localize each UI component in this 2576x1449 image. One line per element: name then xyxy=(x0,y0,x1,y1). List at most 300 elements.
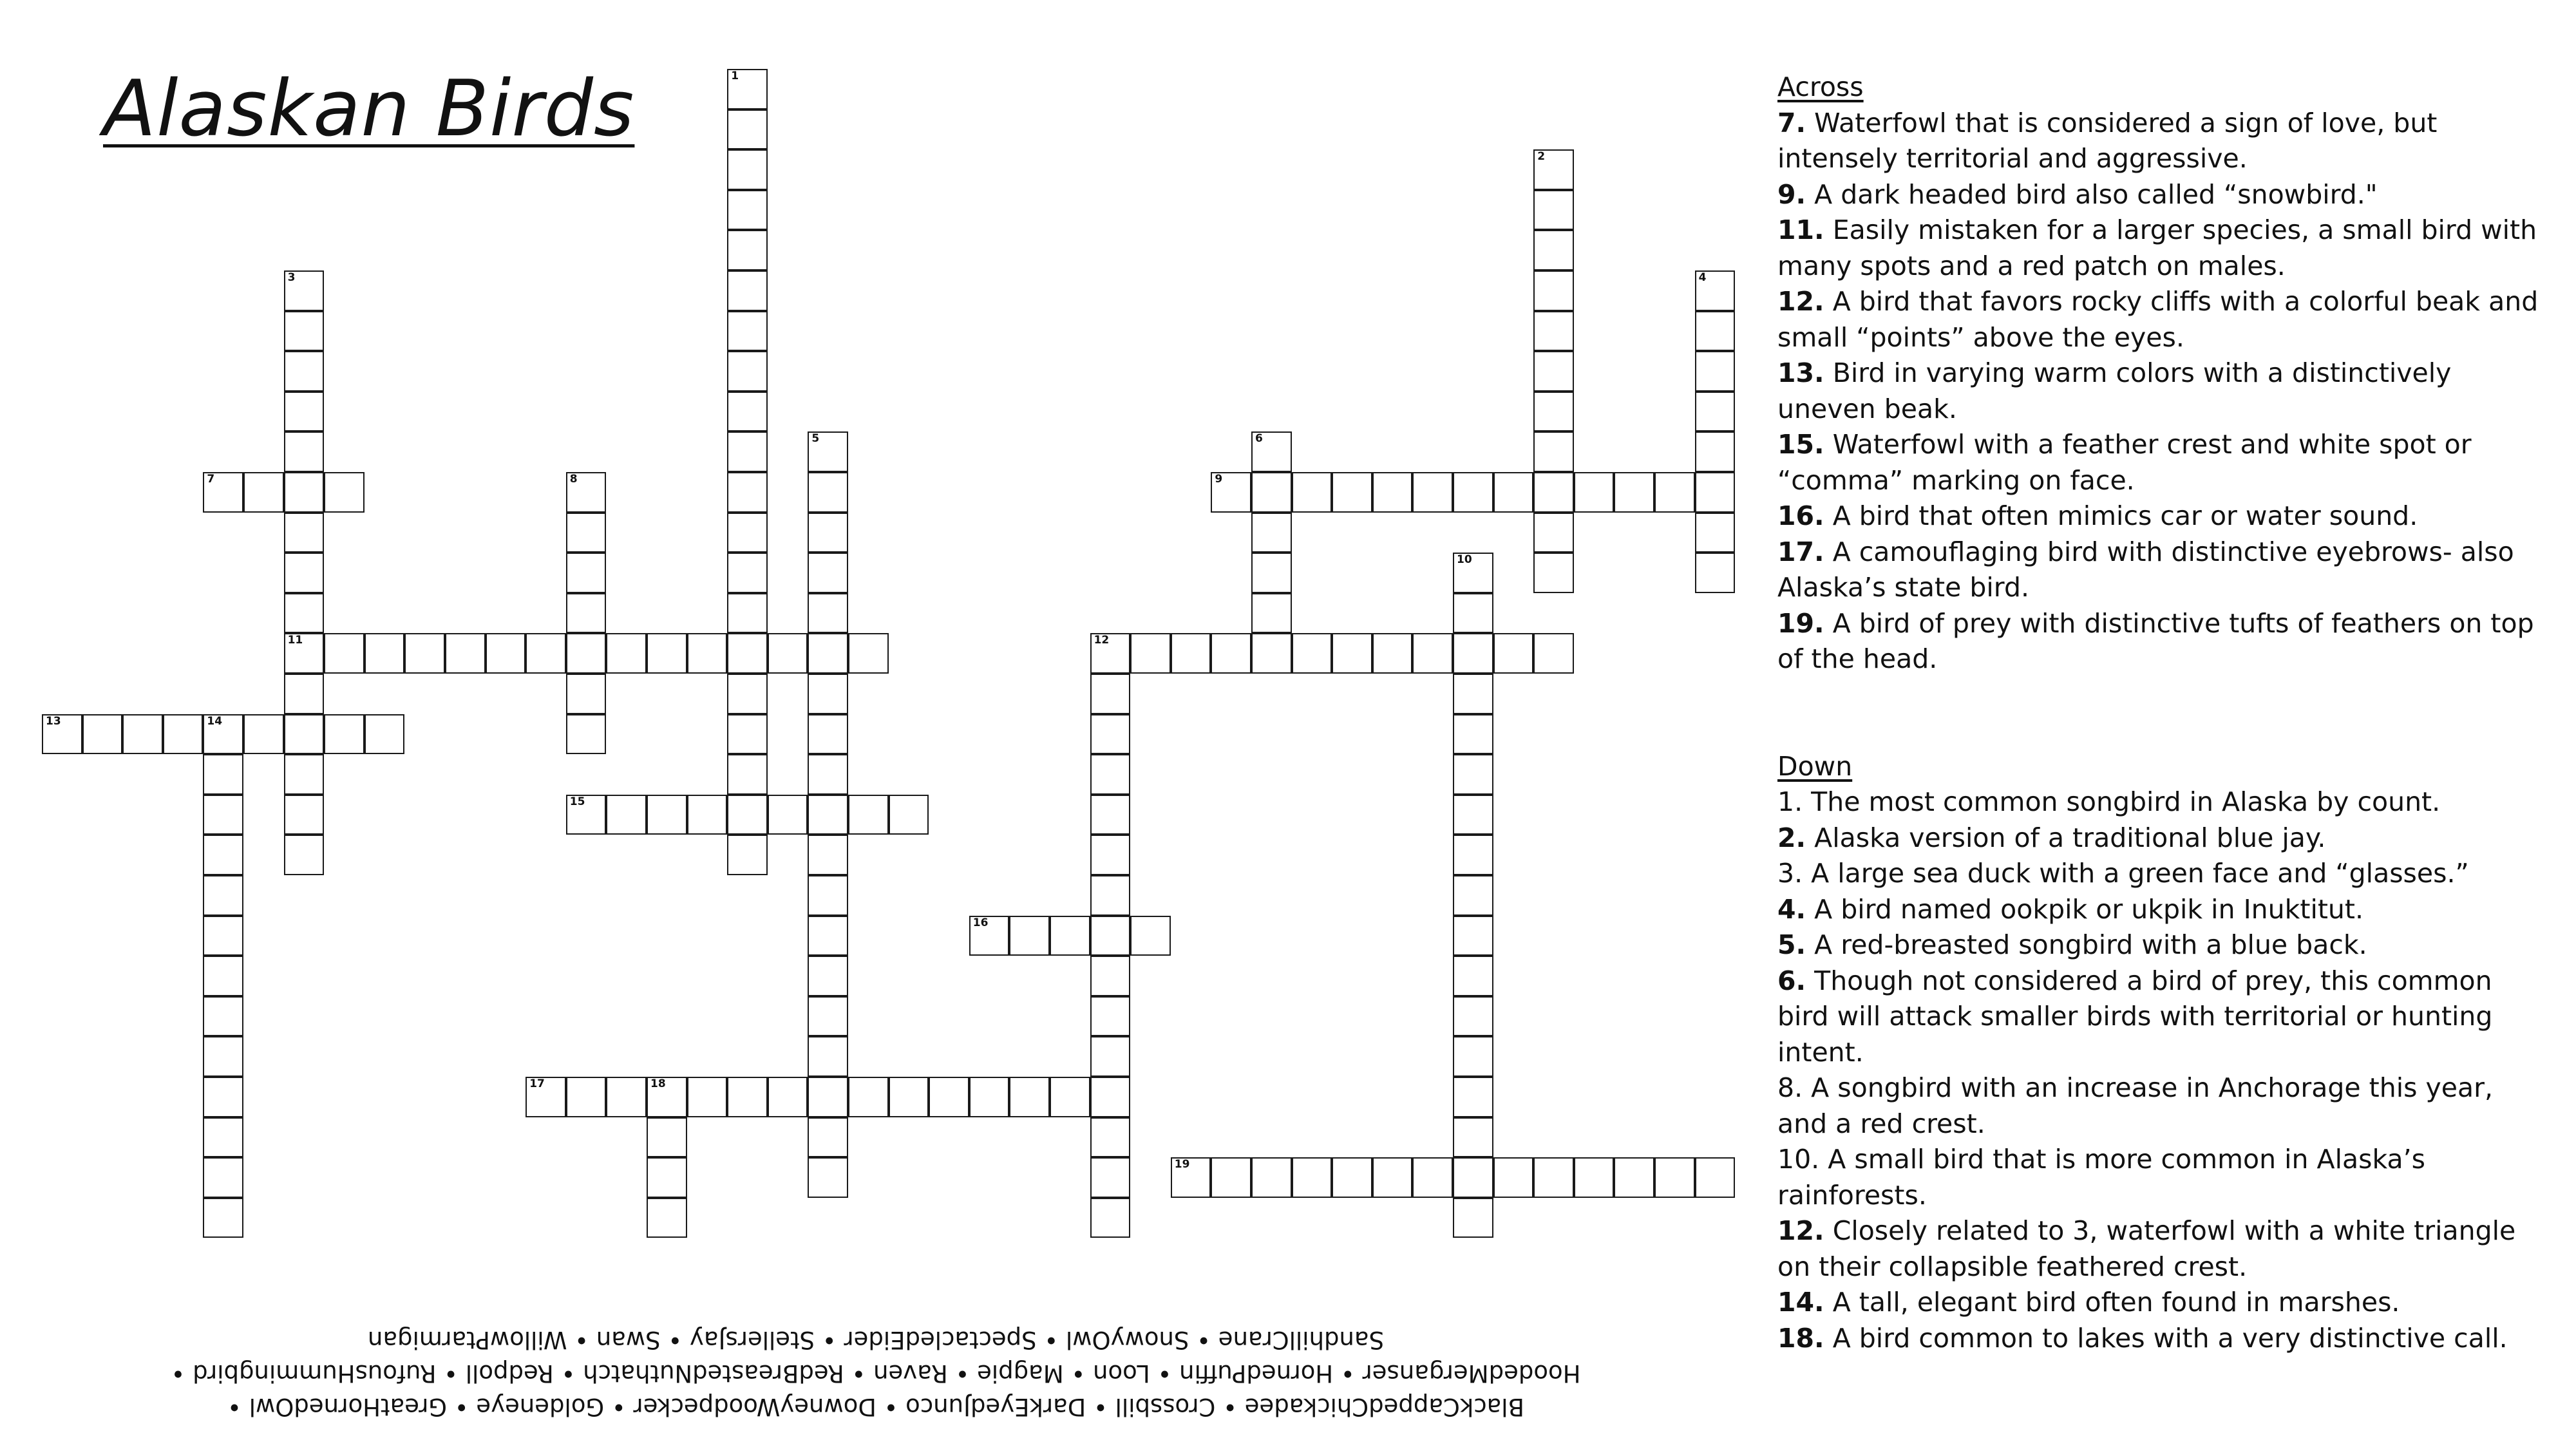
grid-cell[interactable] xyxy=(284,553,325,593)
grid-cell[interactable] xyxy=(1090,1117,1131,1158)
clue-number: 15 xyxy=(569,795,585,808)
clue-num: 6. xyxy=(1777,965,1806,996)
clue-num: 16. xyxy=(1777,500,1824,531)
grid-cell[interactable] xyxy=(727,1077,768,1117)
clue-text: A bird common to lakes with a very distinctive call. xyxy=(1832,1322,2508,1354)
across-clue xyxy=(1777,355,2550,427)
clue-text: A tall, elegant bird often found in marshes. xyxy=(1832,1287,2400,1318)
grid-cell[interactable] xyxy=(1292,472,1332,513)
grid-cell[interactable] xyxy=(1453,593,1493,634)
clue-number: 7 xyxy=(207,473,215,486)
grid-cell[interactable] xyxy=(808,714,848,755)
grid-cell[interactable] xyxy=(647,1198,687,1238)
clue-num: 7. xyxy=(1777,107,1806,138)
grid-cell[interactable] xyxy=(889,795,929,835)
grid-cell[interactable] xyxy=(1533,392,1574,432)
grid-cell[interactable] xyxy=(1251,1157,1292,1198)
puzzle-title: Alaskan Birds xyxy=(103,64,635,154)
grid-cell[interactable] xyxy=(203,1117,243,1158)
grid-cell[interactable] xyxy=(203,875,243,916)
clue-num: 2. xyxy=(1777,822,1806,853)
grid-cell[interactable] xyxy=(1332,1157,1372,1198)
down-clue xyxy=(1777,1142,2550,1213)
clue-number: 14 xyxy=(207,714,223,728)
grid-cell[interactable] xyxy=(526,633,566,674)
clue-text: A camouflaging bird with distinctive eyebrows- also Alaska’s state bird. xyxy=(1777,536,2514,603)
grid-cell[interactable] xyxy=(1695,311,1736,352)
across-clues xyxy=(1777,70,2550,677)
across-clue xyxy=(1777,427,2550,498)
across-heading: Across xyxy=(1777,71,1864,102)
clue-number: 9 xyxy=(1215,473,1223,486)
grid-cell[interactable] xyxy=(1412,633,1453,674)
grid-cell[interactable] xyxy=(1453,674,1493,714)
grid-cell[interactable] xyxy=(808,956,848,996)
grid-cell[interactable] xyxy=(1453,1036,1493,1077)
down-clue xyxy=(1777,784,2550,820)
grid-cell[interactable] xyxy=(203,1036,243,1077)
grid-cell[interactable] xyxy=(808,513,848,553)
grid-cell[interactable] xyxy=(1332,472,1372,513)
grid-cell[interactable] xyxy=(1533,472,1574,513)
grid-cell[interactable] xyxy=(687,633,728,674)
grid-cell[interactable] xyxy=(1493,1157,1534,1198)
clue-text: A large sea duck with a green face and “glasses.” xyxy=(1811,858,2469,889)
grid-cell[interactable] xyxy=(727,472,768,513)
grid-cell[interactable] xyxy=(1453,714,1493,755)
grid-cell[interactable] xyxy=(1614,1157,1654,1198)
down-clue-list xyxy=(1777,784,2550,1356)
grid-cell[interactable] xyxy=(445,633,486,674)
grid-cell[interactable] xyxy=(727,553,768,593)
clue-text: A bird named ookpik or ukpik in Inuktitut. xyxy=(1814,893,2364,925)
clue-num: 12. xyxy=(1777,1215,1824,1246)
grid-cell[interactable] xyxy=(1614,472,1654,513)
grid-cell[interactable] xyxy=(969,1077,1010,1117)
grid-cell[interactable] xyxy=(203,1077,243,1117)
across-clue xyxy=(1777,535,2550,606)
grid-cell[interactable] xyxy=(284,311,325,352)
grid-cell[interactable] xyxy=(727,109,768,150)
grid-cell[interactable] xyxy=(1493,472,1534,513)
clue-number: 8 xyxy=(569,473,578,486)
clue-number: 10 xyxy=(1457,553,1472,567)
grid-cell[interactable] xyxy=(808,996,848,1037)
grid-cell[interactable] xyxy=(203,472,243,513)
grid-cell[interactable] xyxy=(768,795,808,835)
grid-cell[interactable] xyxy=(727,431,768,472)
grid-cell[interactable] xyxy=(687,1077,728,1117)
grid-cell[interactable] xyxy=(727,513,768,553)
grid-cell[interactable] xyxy=(1251,553,1292,593)
grid-cell[interactable] xyxy=(1695,553,1736,593)
grid-cell[interactable] xyxy=(203,996,243,1037)
clue-num: 9. xyxy=(1777,178,1806,210)
clue-text: A small bird that is more common in Alaska’s rainforests. xyxy=(1777,1144,2425,1211)
grid-cell[interactable] xyxy=(1453,472,1493,513)
clue-number: 16 xyxy=(972,916,989,929)
grid-cell[interactable] xyxy=(1654,472,1695,513)
grid-cell[interactable] xyxy=(1453,956,1493,996)
grid-cell[interactable] xyxy=(1453,553,1493,593)
grid-cell[interactable] xyxy=(1211,1157,1251,1198)
clue-text: Closely related to 3, waterfowl with a white triangle on their collapsible feathered crest. xyxy=(1777,1215,2516,1282)
grid-cell[interactable] xyxy=(566,633,607,674)
grid-cell[interactable] xyxy=(808,1077,848,1117)
grid-cell[interactable] xyxy=(808,472,848,513)
clue-text: A songbird with an increase in Anchorage this year, and a red crest. xyxy=(1777,1072,2493,1139)
clue-text: Though not considered a bird of prey, this common bird will attack smaller birds with territorial or hunting intent. xyxy=(1777,965,2493,1068)
grid-cell[interactable] xyxy=(1009,1077,1050,1117)
grid-cell[interactable] xyxy=(1090,1198,1131,1238)
word-bank-line: SandhillCrane • SnowyOwl • SpectacledEider • StellersJay • Swan • WillowPtarmigan xyxy=(367,1326,1385,1354)
grid-cell[interactable] xyxy=(1453,1198,1493,1238)
grid-cell[interactable] xyxy=(243,714,284,755)
grid-cell[interactable] xyxy=(808,553,848,593)
clue-num: 5. xyxy=(1777,929,1806,960)
clue-number: 3 xyxy=(287,271,296,284)
grid-cell[interactable] xyxy=(324,633,365,674)
down-clue xyxy=(1777,892,2550,928)
grid-cell[interactable] xyxy=(727,795,768,835)
grid-cell[interactable] xyxy=(1009,916,1050,956)
grid-cell[interactable] xyxy=(1251,431,1292,472)
grid-cell[interactable] xyxy=(848,633,889,674)
grid-cell[interactable] xyxy=(647,795,687,835)
grid-cell[interactable] xyxy=(566,714,607,755)
grid-cell[interactable] xyxy=(486,633,526,674)
grid-cell[interactable] xyxy=(566,795,607,835)
across-clue xyxy=(1777,213,2550,284)
grid-cell[interactable] xyxy=(727,754,768,795)
clue-num: 8. xyxy=(1777,1072,1803,1103)
grid-cell[interactable] xyxy=(1251,472,1292,513)
grid-cell[interactable] xyxy=(1090,835,1131,875)
grid-cell[interactable] xyxy=(1533,351,1574,392)
clue-num: 18. xyxy=(1777,1322,1824,1354)
grid-cell[interactable] xyxy=(284,392,325,432)
grid-cell[interactable] xyxy=(1090,1077,1131,1117)
clue-number: 2 xyxy=(1537,150,1546,164)
word-bank-line: HoodedMerganser • HornedPuffin • Loon • Magpie • Raven • RedBreastedNuthatch • Redpoll • RufousHummingbird • xyxy=(171,1359,1581,1387)
grid-cell[interactable] xyxy=(1372,1157,1413,1198)
grid-cell[interactable] xyxy=(1292,633,1332,674)
grid-cell[interactable] xyxy=(1453,633,1493,674)
grid-cell[interactable] xyxy=(1090,875,1131,916)
grid-cell[interactable] xyxy=(163,714,204,755)
clue-num: 10. xyxy=(1777,1144,1820,1175)
grid-cell[interactable] xyxy=(1453,875,1493,916)
grid-cell[interactable] xyxy=(526,1077,566,1117)
down-clue xyxy=(1777,1213,2550,1285)
grid-cell[interactable] xyxy=(284,835,325,875)
grid-cell[interactable] xyxy=(284,633,325,674)
grid-cell[interactable] xyxy=(727,230,768,270)
grid-cell[interactable] xyxy=(566,513,607,553)
word-bank-upside-down xyxy=(26,1294,1726,1423)
grid-cell[interactable] xyxy=(203,795,243,835)
grid-cell[interactable] xyxy=(203,956,243,996)
across-clue xyxy=(1777,498,2550,535)
clue-number: 17 xyxy=(529,1077,545,1090)
grid-cell[interactable] xyxy=(727,270,768,311)
clue-num: 15. xyxy=(1777,429,1824,460)
grid-cell[interactable] xyxy=(687,795,728,835)
clue-text: A bird that often mimics car or water sound. xyxy=(1832,500,2418,531)
grid-cell[interactable] xyxy=(1050,916,1090,956)
grid-cell[interactable] xyxy=(808,795,848,835)
grid-cell[interactable] xyxy=(1130,916,1171,956)
grid-cell[interactable] xyxy=(727,311,768,352)
grid-cell[interactable] xyxy=(566,553,607,593)
grid-cell[interactable] xyxy=(808,875,848,916)
grid-cell[interactable] xyxy=(566,472,607,513)
grid-cell[interactable] xyxy=(1090,956,1131,996)
grid-cell[interactable] xyxy=(727,351,768,392)
down-clue xyxy=(1777,1321,2550,1357)
clue-num: 14. xyxy=(1777,1287,1824,1318)
grid-cell[interactable] xyxy=(808,674,848,714)
grid-cell[interactable] xyxy=(1574,472,1615,513)
grid-cell[interactable] xyxy=(1090,795,1131,835)
grid-cell[interactable] xyxy=(929,1077,969,1117)
grid-cell[interactable] xyxy=(848,1077,889,1117)
across-clue xyxy=(1777,284,2550,355)
grid-cell[interactable] xyxy=(1050,1077,1090,1117)
grid-cell[interactable] xyxy=(203,1157,243,1198)
clue-num: 11. xyxy=(1777,214,1824,245)
grid-cell[interactable] xyxy=(284,593,325,634)
grid-cell[interactable] xyxy=(1090,633,1131,674)
grid-cell[interactable] xyxy=(647,1117,687,1158)
clue-text: A bird that favors rocky cliffs with a colorful beak and small “points” above the eyes. xyxy=(1777,286,2539,353)
down-clue xyxy=(1777,1285,2550,1321)
clue-text: Easily mistaken for a larger species, a small bird with many spots and a red patch on males. xyxy=(1777,214,2537,281)
grid-cell[interactable] xyxy=(727,714,768,755)
grid-cell[interactable] xyxy=(606,633,647,674)
clue-number: 11 xyxy=(287,634,303,647)
down-clue xyxy=(1777,820,2550,857)
grid-cell[interactable] xyxy=(1533,431,1574,472)
clue-num: 3. xyxy=(1777,858,1803,889)
clue-number: 19 xyxy=(1174,1158,1190,1171)
grid-cell[interactable] xyxy=(203,916,243,956)
grid-cell[interactable] xyxy=(969,916,1010,956)
grid-cell[interactable] xyxy=(1533,190,1574,231)
grid-cell[interactable] xyxy=(1533,311,1574,352)
grid-cell[interactable] xyxy=(1251,633,1292,674)
clue-num: 12. xyxy=(1777,286,1824,317)
down-heading: Down xyxy=(1777,750,1853,782)
clue-number: 12 xyxy=(1094,634,1110,647)
grid-cell[interactable] xyxy=(1090,754,1131,795)
grid-cell[interactable] xyxy=(365,714,405,755)
grid-cell[interactable] xyxy=(82,714,123,755)
grid-cell[interactable] xyxy=(606,795,647,835)
grid-cell[interactable] xyxy=(808,431,848,472)
clue-num: 1. xyxy=(1777,786,1803,817)
clue-number: 5 xyxy=(811,432,820,446)
grid-cell[interactable] xyxy=(727,835,768,875)
grid-cell[interactable] xyxy=(727,190,768,231)
grid-cell[interactable] xyxy=(365,633,405,674)
grid-cell[interactable] xyxy=(1493,633,1534,674)
grid-cell[interactable] xyxy=(243,472,284,513)
grid-cell[interactable] xyxy=(1695,431,1736,472)
grid-cell[interactable] xyxy=(324,472,365,513)
grid-cell[interactable] xyxy=(808,1036,848,1077)
clue-text: A dark headed bird also called “snowbird." xyxy=(1814,178,2378,210)
grid-cell[interactable] xyxy=(1533,270,1574,311)
grid-cell[interactable] xyxy=(1332,633,1372,674)
grid-cell[interactable] xyxy=(647,633,687,674)
grid-cell[interactable] xyxy=(1453,1157,1493,1198)
clue-text: Alaska version of a traditional blue jay. xyxy=(1814,822,2326,853)
grid-cell[interactable] xyxy=(1090,674,1131,714)
grid-cell[interactable] xyxy=(284,472,325,513)
grid-cell[interactable] xyxy=(1695,472,1736,513)
grid-cell[interactable] xyxy=(889,1077,929,1117)
grid-cell[interactable] xyxy=(203,754,243,795)
grid-cell[interactable] xyxy=(1695,351,1736,392)
grid-cell[interactable] xyxy=(1453,835,1493,875)
grid-cell[interactable] xyxy=(203,1198,243,1238)
grid-cell[interactable] xyxy=(284,351,325,392)
grid-cell[interactable] xyxy=(1695,513,1736,553)
grid-cell[interactable] xyxy=(1533,1157,1574,1198)
grid-cell[interactable] xyxy=(848,795,889,835)
grid-cell[interactable] xyxy=(1372,472,1413,513)
grid-cell[interactable] xyxy=(203,835,243,875)
grid-cell[interactable] xyxy=(1533,633,1574,674)
clue-text: A red-breasted songbird with a blue back. xyxy=(1814,929,2367,960)
grid-cell[interactable] xyxy=(647,1157,687,1198)
grid-cell[interactable] xyxy=(1453,1117,1493,1158)
clue-num: 13. xyxy=(1777,357,1824,388)
grid-cell[interactable] xyxy=(1211,472,1251,513)
grid-cell[interactable] xyxy=(1171,1157,1211,1198)
grid-cell[interactable] xyxy=(808,754,848,795)
grid-cell[interactable] xyxy=(1453,795,1493,835)
clue-number: 4 xyxy=(1698,271,1707,284)
grid-cell[interactable] xyxy=(727,674,768,714)
grid-cell[interactable] xyxy=(1090,1036,1131,1077)
clue-num: 4. xyxy=(1777,893,1806,925)
grid-cell[interactable] xyxy=(768,1077,808,1117)
grid-cell[interactable] xyxy=(42,714,82,755)
grid-cell[interactable] xyxy=(1251,593,1292,634)
grid-cell[interactable] xyxy=(404,633,445,674)
grid-cell[interactable] xyxy=(1372,633,1413,674)
grid-cell[interactable] xyxy=(606,1077,647,1117)
word-bank-line: BlackCappedChickadee • Crossbill • DarkEyedJunco • DowneyWoodpecker • Goldeneye • GreatHornedOwl • xyxy=(227,1393,1524,1421)
grid-cell[interactable] xyxy=(1090,996,1131,1037)
grid-cell[interactable] xyxy=(808,1157,848,1198)
grid-cell[interactable] xyxy=(1574,1157,1615,1198)
across-clue xyxy=(1777,606,2550,677)
grid-cell[interactable] xyxy=(1533,230,1574,270)
grid-cell[interactable] xyxy=(647,1077,687,1117)
grid-cell[interactable] xyxy=(284,513,325,553)
clue-num: 19. xyxy=(1777,607,1824,639)
grid-cell[interactable] xyxy=(1453,916,1493,956)
grid-cell[interactable] xyxy=(808,1117,848,1158)
across-clue xyxy=(1777,106,2550,177)
grid-cell[interactable] xyxy=(1412,1157,1453,1198)
grid-cell[interactable] xyxy=(1130,633,1171,674)
grid-cell[interactable] xyxy=(1533,149,1574,190)
grid-cell[interactable] xyxy=(1251,513,1292,553)
grid-cell[interactable] xyxy=(1171,633,1211,674)
across-clue xyxy=(1777,177,2550,213)
grid-cell[interactable] xyxy=(727,392,768,432)
grid-cell[interactable] xyxy=(1533,513,1574,553)
grid-cell[interactable] xyxy=(1453,996,1493,1037)
grid-cell[interactable] xyxy=(727,149,768,190)
grid-cell[interactable] xyxy=(284,431,325,472)
grid-cell[interactable] xyxy=(566,593,607,634)
grid-cell[interactable] xyxy=(1412,472,1453,513)
grid-cell[interactable] xyxy=(808,916,848,956)
grid-cell[interactable] xyxy=(727,593,768,634)
grid-cell[interactable] xyxy=(808,593,848,634)
across-clue-list xyxy=(1777,106,2550,677)
grid-cell[interactable] xyxy=(1090,916,1131,956)
clue-number: 6 xyxy=(1255,432,1263,446)
grid-cell[interactable] xyxy=(1211,633,1251,674)
grid-cell[interactable] xyxy=(566,674,607,714)
clue-number: 13 xyxy=(46,714,61,728)
grid-cell[interactable] xyxy=(203,714,243,755)
grid-cell[interactable] xyxy=(1453,754,1493,795)
grid-cell[interactable] xyxy=(1453,1077,1493,1117)
grid-cell[interactable] xyxy=(768,633,808,674)
clue-text: Waterfowl that is considered a sign of love, but intensely territorial and aggressive. xyxy=(1777,107,2438,174)
down-clue xyxy=(1777,963,2550,1071)
grid-cell[interactable] xyxy=(1090,1157,1131,1198)
grid-cell[interactable] xyxy=(1533,553,1574,593)
grid-cell[interactable] xyxy=(284,270,325,311)
clue-text: Bird in varying warm colors with a distinctively uneven beak. xyxy=(1777,357,2452,424)
clue-num: 17. xyxy=(1777,536,1824,567)
down-clue xyxy=(1777,856,2550,892)
down-clue xyxy=(1777,1070,2550,1142)
clue-number: 18 xyxy=(650,1077,666,1090)
clue-text: A bird of prey with distinctive tufts of feathers on top of the head. xyxy=(1777,607,2534,674)
grid-cell[interactable] xyxy=(122,714,163,755)
grid-cell[interactable] xyxy=(324,714,365,755)
grid-cell[interactable] xyxy=(1695,270,1736,311)
down-clue xyxy=(1777,927,2550,963)
clues-panel xyxy=(1777,70,2550,1356)
grid-cell[interactable] xyxy=(1292,1157,1332,1198)
grid-cell[interactable] xyxy=(808,835,848,875)
grid-cell[interactable] xyxy=(284,795,325,835)
grid-cell[interactable] xyxy=(1695,1157,1736,1198)
grid-cell[interactable] xyxy=(566,1077,607,1117)
grid-cell[interactable] xyxy=(284,674,325,714)
grid-cell[interactable] xyxy=(727,633,768,674)
clue-number: 1 xyxy=(731,70,739,82)
clue-text: The most common songbird in Alaska by count. xyxy=(1811,786,2441,817)
grid-cell[interactable] xyxy=(727,69,768,109)
grid-cell[interactable] xyxy=(1695,392,1736,432)
grid-cell[interactable] xyxy=(284,714,325,755)
grid-cell[interactable] xyxy=(284,754,325,795)
grid-cell[interactable] xyxy=(1654,1157,1695,1198)
grid-cell[interactable] xyxy=(1090,714,1131,755)
grid-cell[interactable] xyxy=(808,633,848,674)
